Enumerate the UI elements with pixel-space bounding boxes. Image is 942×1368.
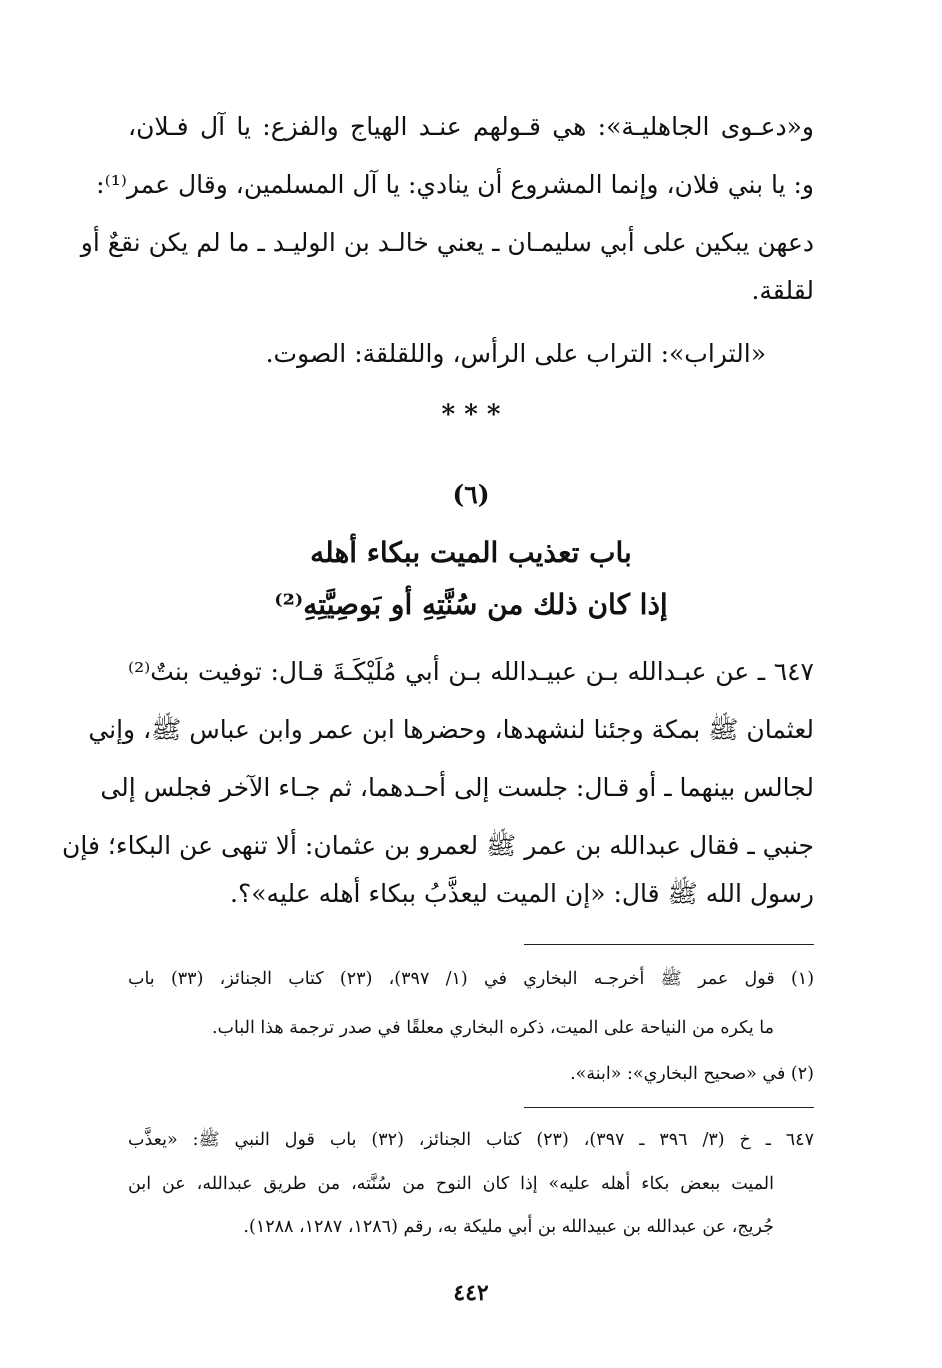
- paragraph-turab: «التراب»: التراب على الرأس، واللقلقة: الصوت.: [265, 339, 766, 368]
- takhrij-line: ٦٤٧ ـ خ (٣/ ٣٩٦ ـ ٣٩٧)، (٢٣) كتاب الجنائز، (٣٢) باب قول النبي ﷺ: «يعذَّب: [128, 1130, 814, 1150]
- text-line: لعثمان ﷺ بمكة وجئنا لنشهدها، وحضرها ابن عمر وابن عباس ﷺ، وإني: [88, 715, 814, 744]
- text-line: رسول الله ﷺ قال: «إن الميت ليعذَّبُ ببكاء أهله عليه»؟.: [230, 879, 814, 908]
- chapter-number: (٦): [452, 480, 490, 509]
- takhrij-line: جُريج، عن عبدالله بن عبيدالله بن أبي مليكة به، رقم (١٢٨٦، ١٢٨٧، ١٢٨٨).: [243, 1217, 774, 1237]
- footnote-1-cont: ما يكره من النياحة على الميت، ذكره البخاري معلقًا في صدر ترجمة هذا الباب.: [211, 1018, 774, 1038]
- text-line: و«دعـوى الجاهليـة»: هي قـولهم عنـد الهياج والفزع: يا آل فـلان،: [128, 112, 814, 141]
- text-line: دعهن يبكين على أبي سليمـان ـ يعني خالـد بن الوليـد ـ ما لم يكن نقعٌ أو: [80, 228, 814, 257]
- text-line: و: يا بني فلان، وإنما المشروع أن ينادي: يا آل المسلمين، وقال عمر⁽¹⁾:: [96, 170, 814, 199]
- footnote-1: (١) قول عمر ﷺ أخرجـه البخاري في (١/ ٣٩٧)، (٢٣) كتاب الجنائز، (٣٣) باب: [128, 969, 815, 989]
- section-separator-stars: * * *: [441, 400, 501, 430]
- text-line: جنبي ـ فقال عبدالله بن عمر ﷺ لعمرو بن عثمان: ألا تنهى عن البكاء؛ فإن: [62, 831, 814, 860]
- text-line: لجالس بينهما ـ أو قـال: جلست إلى أحـدهما، ثم جـاء الآخر فجلس إلى: [100, 773, 814, 802]
- chapter-title-line-2: إذا كان ذلك من سُنَّتِهِ أو بَوصِيَّتِهِ⁽²⁾: [274, 588, 668, 621]
- chapter-title-line-1: باب تعذيب الميت ببكاء أهله: [310, 536, 632, 569]
- takhrij-line: الميت ببعض بكاء أهله عليه» إذا كان النوح من سُنَّته، من طريق عبدالله، عن ابن: [128, 1174, 774, 1194]
- takhrij-separator: [524, 1107, 814, 1108]
- footnote-separator: [524, 944, 814, 945]
- footnote-2: (٢) في «صحيح البخاري»: «ابنة».: [570, 1064, 814, 1084]
- text-line: لقلقة.: [751, 276, 814, 305]
- page-number: ٤٤٢: [453, 1280, 489, 1306]
- text-line: ٦٤٧ ـ عن عبـدالله بـن عبيـدالله بـن أبي مُلَيْكَـةَ قـال: توفيت بنتٌ⁽²⁾: [128, 657, 814, 686]
